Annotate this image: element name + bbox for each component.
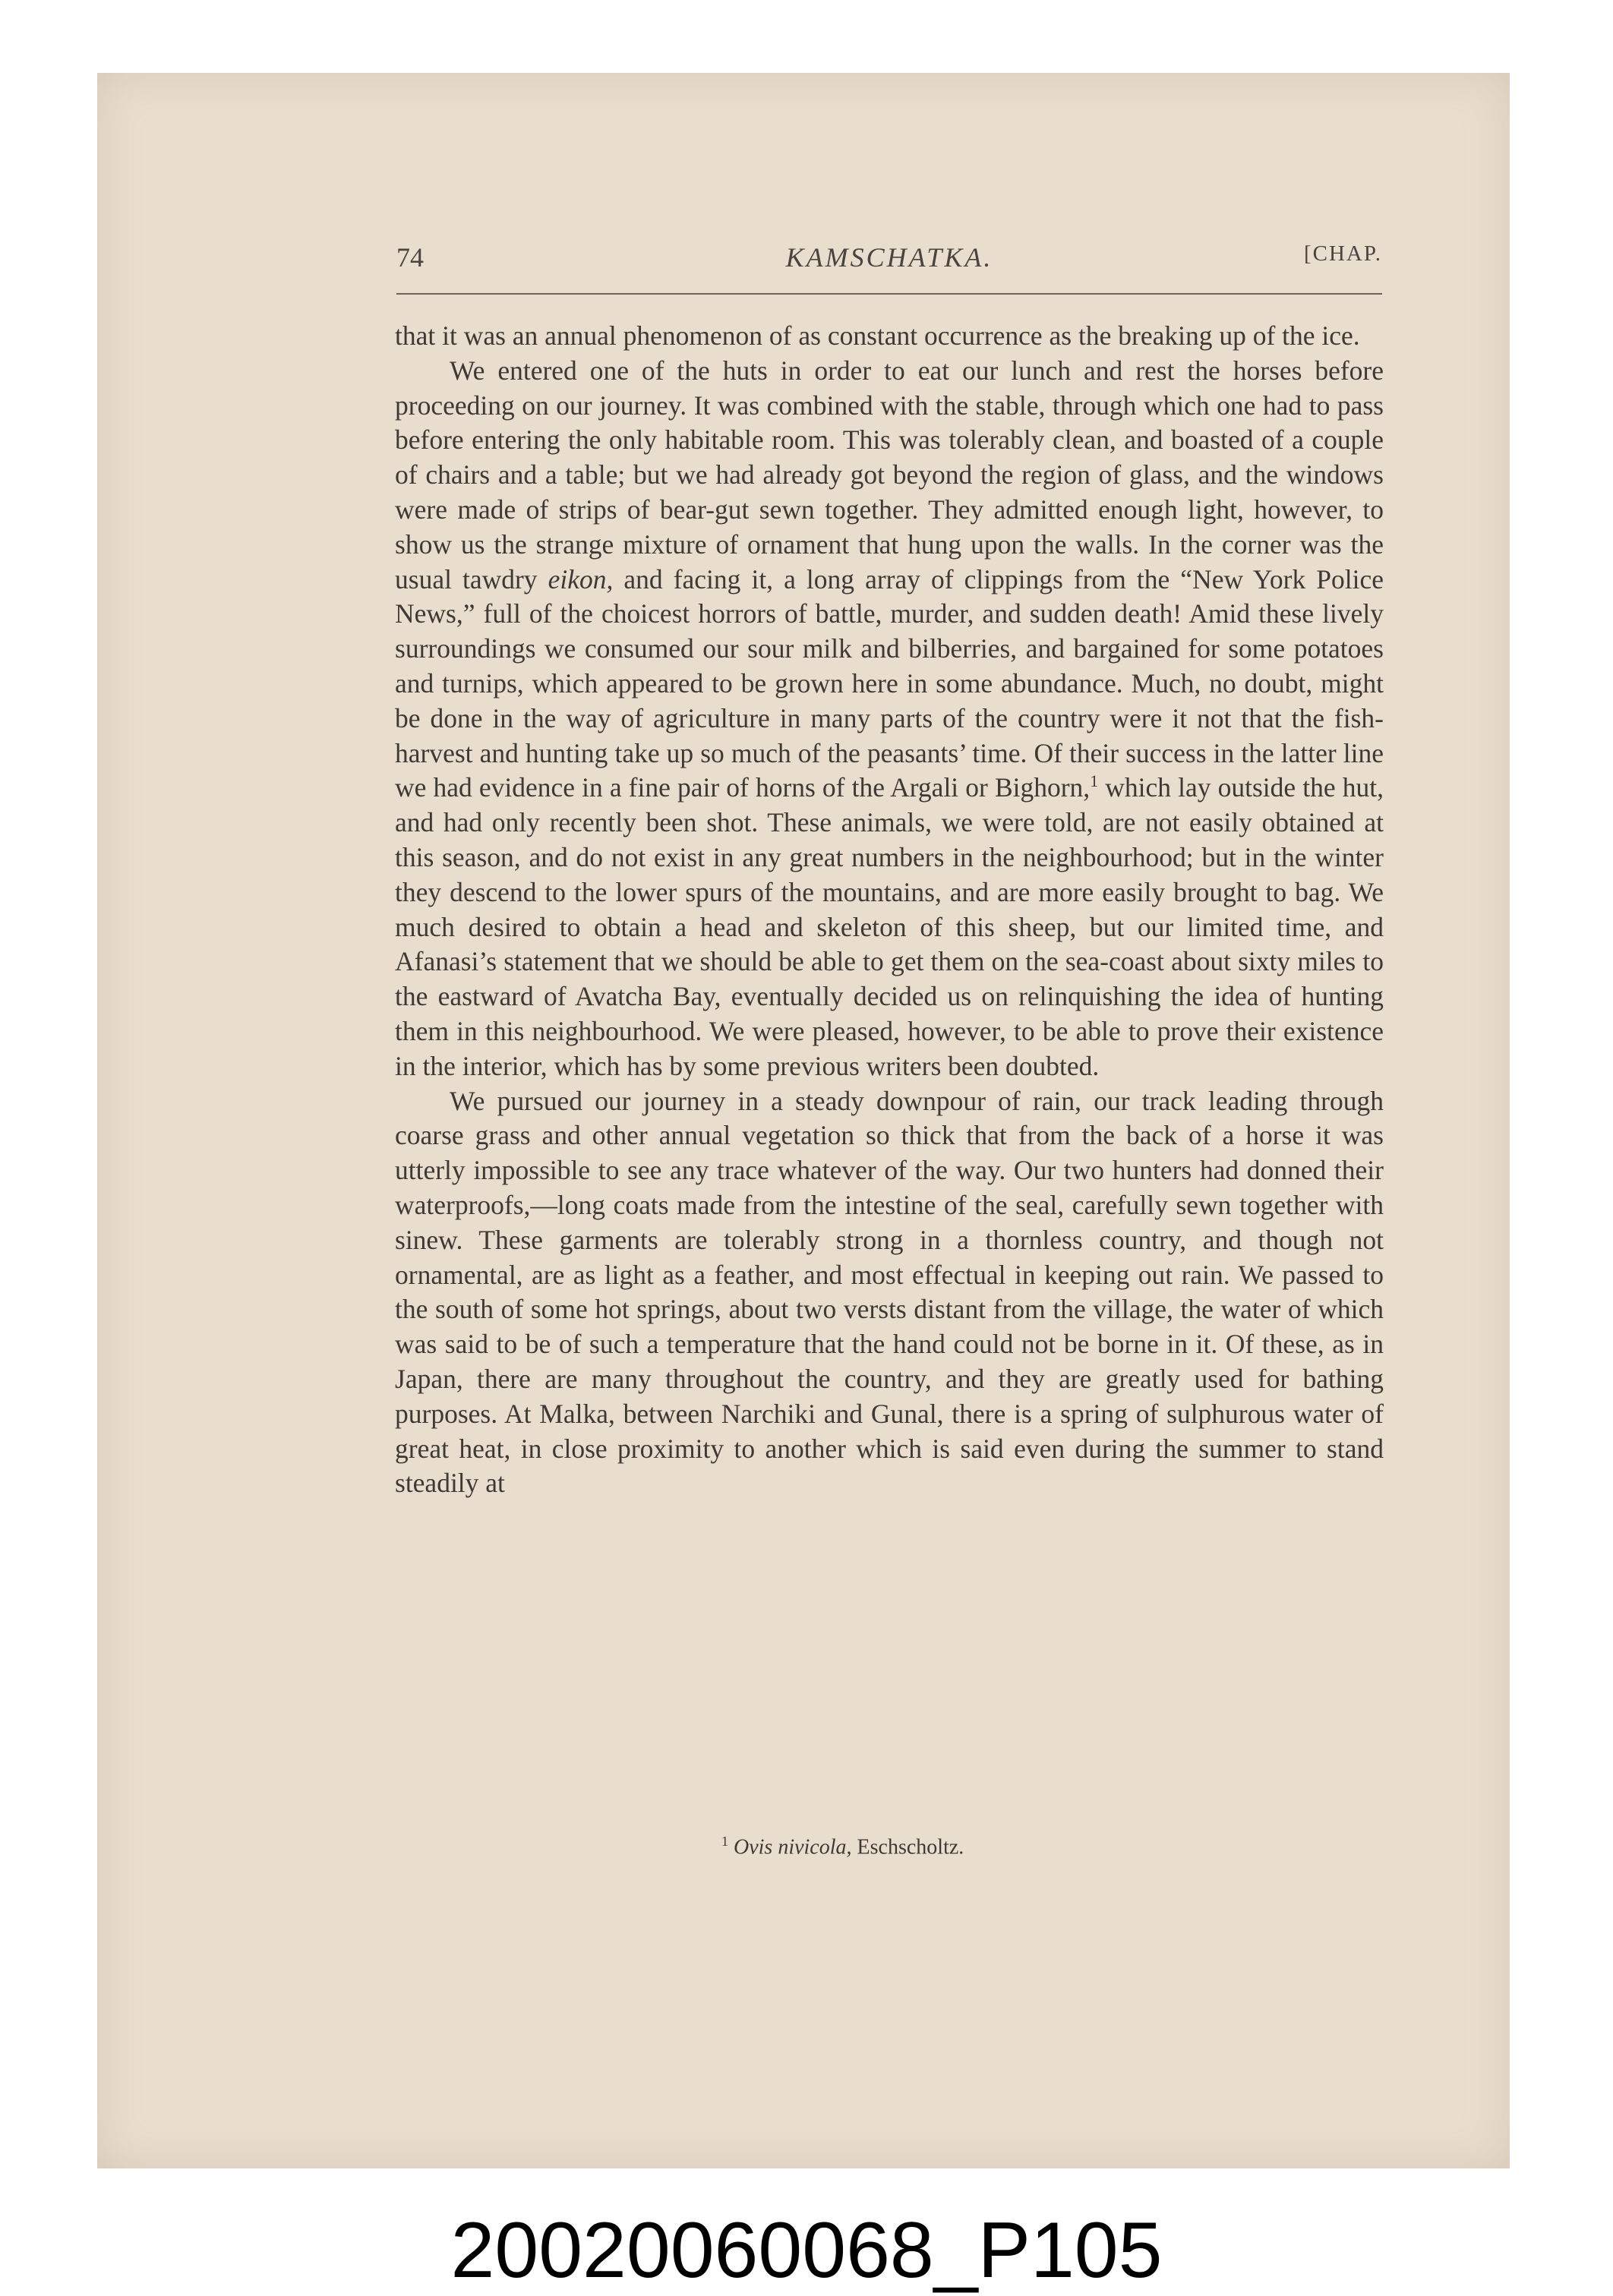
paragraph-1: that it was an annual phenomenon of as constant occurrence as the breaking up of the ice.: [395, 320, 1360, 351]
page-header: [396, 241, 1382, 284]
footnote-species: Ovis nivicola,: [734, 1835, 852, 1859]
paragraph-3: We pursued our journey in a steady downpour of rain, our track leading through coarse grass and other annual vegetation so thick that from the back of a horse it was utterly impossible to see any trace whatever of the way. Our two hunters had donned their waterproofs,—long coats made from the intestine of the seal, carefully sewn together with sinew. These garments are tolerably strong in a thornless country, and though not ornamental, are as light as a feather, and most effectual in keeping out rain. We passed to the south of some hot springs, about two versts distant from the village, the water of which was said to be of such a temperature that the hand could not be borne in it. Of these, as in Japan, there are many throughout the country, and they are greatly used for bathing purposes. At Malka, between Narchiki and Gunal, there is a spring of sulphurous water of great heat, in close proximity to another which is said even during the summer to stand steadily at: [395, 1085, 1384, 1499]
header-rule: [396, 293, 1382, 295]
paragraph-2: [395, 354, 1384, 1084]
footnote-mark: 1: [721, 1834, 728, 1849]
footnote-reference: 1: [1090, 771, 1099, 791]
page-number: 74: [396, 242, 424, 273]
paragraph-2-part-c: which lay outside the hut, and had only recently been shot. These animals, we were told, are not easily obtained at this season, and do not exist in any great numbers in the neighbourhood; but in the winter they descend to the lower spurs of the mountains, and are more easily brought to bag. We much desired to obtain a head and skeleton of this sheep, but our limited time, and Afanasi’s statement that we should be able to get them on the sea-coast about sixty miles to the eastward of Avatcha Bay, eventually decided us on relinquishing the idea of hunting them in this neighbourhood. We were pleased, however, to be able to prove their existence in the interior, which has by some previous writers been doubted.: [395, 772, 1384, 1081]
archive-id-label: 20020060068_P105: [450, 2206, 1163, 2294]
eikon-term: eikon,: [548, 563, 614, 594]
paragraph-2-part-b: and facing it, a long array of clippings from the “New York Police News,” full of the choicest horrors of battle, murder, and sudden death! Amid these lively surroundings we consumed our sour milk and bilberries, and bargained for some potatoes and turnips, which appeared to be grown here in some abundance. Much, no doubt, might be done in the way of agriculture in many parts of the country were it not that the fish-harvest and hunting take up so much of the peasants’ time. Of their success in the latter line we had evidence in a fine pair of horns of the Argali or Bighorn,: [395, 563, 1384, 803]
paragraph-2-part-a: We entered one of the huts in order to eat our lunch and rest the horses before proceeding on our journey. It was combined with the stable, through which one had to pass before entering the only habitable room. This was tolerably clean, and boasted of a couple of chairs and a table; but we had already got beyond the region of glass, and the windows were made of strips of bear-gut sewn together. They admitted enough light, however, to show us the strange mixture of ornament that hung upon the walls. In the corner was the usual tawdry: [395, 355, 1384, 594]
footnote: [721, 1834, 964, 1859]
running-title: KAMSCHATKA.: [785, 242, 993, 273]
body-text: [395, 319, 1384, 1501]
chapter-mark: [CHAP.: [1303, 241, 1382, 266]
footnote-author: Eschscholtz.: [857, 1835, 964, 1859]
